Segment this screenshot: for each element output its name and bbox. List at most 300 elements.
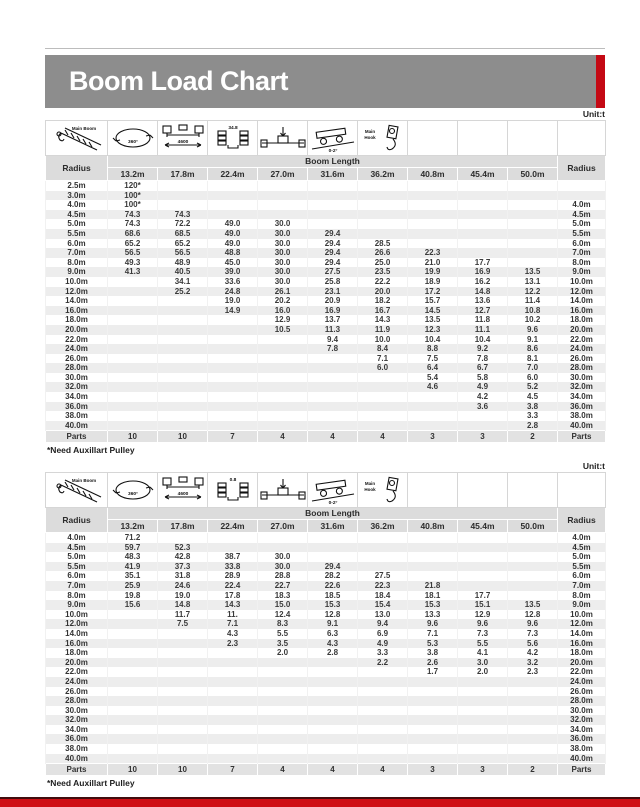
radius-header-right: Radius xyxy=(558,156,606,181)
load-value: 16.9 xyxy=(458,267,508,277)
radius-label-right: 40.0m xyxy=(558,754,606,764)
load-value: 49.0 xyxy=(208,239,258,249)
parts-value: 4 xyxy=(308,764,358,776)
load-value: 6.0 xyxy=(358,363,408,373)
load-value xyxy=(158,363,208,373)
load-value xyxy=(458,543,508,553)
load-value: 4.9 xyxy=(458,382,508,392)
load-value: 7.5 xyxy=(158,619,208,629)
radius-row xyxy=(46,629,606,639)
load-value xyxy=(308,706,358,716)
load-value: 19.8 xyxy=(108,591,158,601)
load-value xyxy=(458,210,508,220)
load-value: 7.3 xyxy=(458,629,508,639)
load-value xyxy=(458,734,508,744)
radius-row xyxy=(46,306,606,316)
load-value xyxy=(308,543,358,553)
radius-label-right: 38.0m xyxy=(558,744,606,754)
parts-label-left: Parts xyxy=(46,431,108,443)
load-value xyxy=(458,687,508,697)
load-value xyxy=(508,754,558,764)
radius-label-left: 36.0m xyxy=(46,734,108,744)
load-value xyxy=(308,715,358,725)
load-value: 12.3 xyxy=(408,325,458,335)
load-value: 17.8 xyxy=(208,591,258,601)
load-value: 28.8 xyxy=(258,571,308,581)
travel-gradient-icon xyxy=(308,475,357,505)
load-value xyxy=(308,734,358,744)
load-value xyxy=(158,392,208,402)
radius-label-right: 34.0m xyxy=(558,725,606,735)
radius-row xyxy=(46,421,606,431)
load-value xyxy=(158,677,208,687)
radius-row xyxy=(46,754,606,764)
load-value: 13.5 xyxy=(408,315,458,325)
load-value xyxy=(208,725,258,735)
radius-label-left: 26.0m xyxy=(46,354,108,364)
radius-label-left: 10.0m xyxy=(46,610,108,620)
radius-label-right: 30.0m xyxy=(558,706,606,716)
load-value xyxy=(308,667,358,677)
radius-label-right: 36.0m xyxy=(558,402,606,412)
boom-length-column: 40.8m xyxy=(408,520,458,533)
main-boom-icon-cell xyxy=(46,121,108,156)
load-value xyxy=(208,344,258,354)
load-value: 19.9 xyxy=(408,267,458,277)
load-value xyxy=(408,571,458,581)
load-value: 7.5 xyxy=(408,354,458,364)
radius-row xyxy=(46,543,606,553)
load-value xyxy=(208,754,258,764)
load-value xyxy=(158,181,208,191)
load-value xyxy=(158,402,208,412)
load-value xyxy=(158,306,208,316)
load-value: 29.4 xyxy=(308,562,358,572)
load-value: 74.3 xyxy=(108,219,158,229)
radius-label-left: 9.0m xyxy=(46,267,108,277)
load-value xyxy=(308,696,358,706)
load-value: 22.4 xyxy=(208,581,258,591)
svg-text:Main Boom: Main Boom xyxy=(71,126,96,131)
load-value: 16.0 xyxy=(258,306,308,316)
radius-row xyxy=(46,219,606,229)
radius-label-right: 4.0m xyxy=(558,200,606,210)
load-value xyxy=(208,382,258,392)
boom-length-column: 50.0m xyxy=(508,168,558,181)
load-value: 4.1 xyxy=(458,648,508,658)
load-value xyxy=(408,562,458,572)
load-value: 24.8 xyxy=(208,287,258,297)
load-value: 18.4 xyxy=(358,591,408,601)
parts-value: 2 xyxy=(508,764,558,776)
parts-row xyxy=(46,764,606,776)
radius-row xyxy=(46,734,606,744)
radius-label-right: 30.0m xyxy=(558,373,606,383)
page-title: Boom Load Chart xyxy=(69,66,288,96)
radius-label-right: 5.5m xyxy=(558,562,606,572)
load-value xyxy=(208,363,258,373)
load-value xyxy=(408,200,458,210)
load-value xyxy=(458,421,508,431)
load-value: 3.0 xyxy=(458,658,508,668)
load-value xyxy=(358,229,408,239)
load-value xyxy=(158,687,208,697)
load-value: 7.1 xyxy=(208,619,258,629)
load-value: 72.2 xyxy=(158,219,208,229)
parts-label-right: Parts xyxy=(558,764,606,776)
radius-label-left: 6.0m xyxy=(46,571,108,581)
load-value: 65.2 xyxy=(108,239,158,249)
load-value: 29.4 xyxy=(308,258,358,268)
load-value xyxy=(258,402,308,412)
header-row xyxy=(46,508,606,520)
load-value xyxy=(158,725,208,735)
load-value: 13.5 xyxy=(508,600,558,610)
load-value: 74.3 xyxy=(108,210,158,220)
axle-load-icon xyxy=(258,123,307,153)
load-value xyxy=(158,421,208,431)
load-value xyxy=(258,706,308,716)
load-value: 5.5 xyxy=(258,629,308,639)
load-value xyxy=(108,325,158,335)
load-chart-table xyxy=(45,120,606,443)
load-value: 28.9 xyxy=(208,571,258,581)
load-value xyxy=(508,581,558,591)
radius-label-left: 18.0m xyxy=(46,315,108,325)
load-value: 41.9 xyxy=(108,562,158,572)
boom-length-column: 36.2m xyxy=(358,520,408,533)
parts-row xyxy=(46,431,606,443)
radius-label-right: 14.0m xyxy=(558,296,606,306)
load-value xyxy=(358,667,408,677)
radius-label-right: 6.0m xyxy=(558,239,606,249)
load-value: 2.8 xyxy=(308,648,358,658)
load-value xyxy=(458,191,508,201)
load-value: 22.2 xyxy=(358,277,408,287)
load-value: 35.1 xyxy=(108,571,158,581)
load-value xyxy=(308,210,358,220)
load-value xyxy=(458,696,508,706)
load-value: 25.0 xyxy=(358,258,408,268)
load-value: 11.7 xyxy=(158,610,208,620)
load-value xyxy=(258,715,308,725)
boom-length-column: 27.0m xyxy=(258,520,308,533)
load-value xyxy=(508,571,558,581)
load-value xyxy=(208,392,258,402)
load-value: 18.9 xyxy=(408,277,458,287)
radius-label-right: 38.0m xyxy=(558,411,606,421)
load-value xyxy=(308,533,358,543)
radius-row xyxy=(46,373,606,383)
load-value xyxy=(408,219,458,229)
load-value xyxy=(458,248,508,258)
load-value xyxy=(508,706,558,716)
load-value: 19.0 xyxy=(208,296,258,306)
load-value: 18.1 xyxy=(408,591,458,601)
radius-label-left: 5.0m xyxy=(46,219,108,229)
radius-label-right: 4.5m xyxy=(558,543,606,553)
load-value: 30.0 xyxy=(258,248,308,258)
load-value: 40.5 xyxy=(158,267,208,277)
load-value xyxy=(408,392,458,402)
radius-row xyxy=(46,181,606,191)
load-value: 26.6 xyxy=(358,248,408,258)
load-value: 29.4 xyxy=(308,229,358,239)
load-value xyxy=(508,687,558,697)
load-value xyxy=(158,648,208,658)
load-value: 30.0 xyxy=(258,552,308,562)
load-value xyxy=(258,210,308,220)
counterweight-icon xyxy=(208,475,257,505)
load-value xyxy=(108,725,158,735)
radius-label-left: 22.0m xyxy=(46,667,108,677)
load-value xyxy=(358,382,408,392)
counterweight-icon-cell xyxy=(208,121,258,156)
load-value xyxy=(258,734,308,744)
radius-label-left: 7.0m xyxy=(46,248,108,258)
load-value xyxy=(208,677,258,687)
radius-row xyxy=(46,571,606,581)
load-value: 17.7 xyxy=(458,258,508,268)
load-value xyxy=(108,619,158,629)
load-value xyxy=(158,335,208,345)
load-value xyxy=(458,219,508,229)
load-value xyxy=(208,543,258,553)
load-value xyxy=(258,543,308,553)
radius-header-left: Radius xyxy=(46,156,108,181)
load-value: 9.4 xyxy=(358,619,408,629)
load-value xyxy=(208,421,258,431)
load-value xyxy=(208,335,258,345)
load-value: 29.4 xyxy=(308,239,358,249)
radius-label-left: 10.0m xyxy=(46,277,108,287)
radius-row xyxy=(46,533,606,543)
load-value: 20.2 xyxy=(258,296,308,306)
boom-length-header: Boom Length xyxy=(108,508,558,520)
load-value: 3.3 xyxy=(358,648,408,658)
load-value xyxy=(208,734,258,744)
load-value xyxy=(108,373,158,383)
load-value: 56.5 xyxy=(108,248,158,258)
load-value: 30.0 xyxy=(258,277,308,287)
swing-360-icon xyxy=(108,475,157,505)
radius-label-right: 26.0m xyxy=(558,354,606,364)
load-value: 5.2 xyxy=(508,382,558,392)
radius-label-right: 10.0m xyxy=(558,277,606,287)
load-value: 17.7 xyxy=(458,591,508,601)
outrigger-extension-icon xyxy=(158,123,207,153)
load-value xyxy=(458,744,508,754)
radius-row xyxy=(46,411,606,421)
load-value xyxy=(458,754,508,764)
load-value xyxy=(108,629,158,639)
load-value xyxy=(108,677,158,687)
load-value xyxy=(508,210,558,220)
load-value: 5.6 xyxy=(508,639,558,649)
radius-label-right: 5.0m xyxy=(558,219,606,229)
load-value xyxy=(258,363,308,373)
load-value: 12.8 xyxy=(308,610,358,620)
radius-label-right: 10.0m xyxy=(558,610,606,620)
load-value: 13.5 xyxy=(508,267,558,277)
load-value xyxy=(408,677,458,687)
load-value xyxy=(108,754,158,764)
parts-value: 3 xyxy=(458,431,508,443)
radius-label-right: 36.0m xyxy=(558,734,606,744)
load-value xyxy=(358,191,408,201)
load-value: 31.8 xyxy=(158,571,208,581)
radius-row xyxy=(46,277,606,287)
radius-row xyxy=(46,229,606,239)
travel-gradient-icon-cell xyxy=(308,121,358,156)
load-value: 3.8 xyxy=(408,648,458,658)
load-value: 12.9 xyxy=(458,610,508,620)
load-value: 28.2 xyxy=(308,571,358,581)
radius-label-right: 32.0m xyxy=(558,715,606,725)
load-value xyxy=(258,181,308,191)
radius-label-left: 16.0m xyxy=(46,306,108,316)
load-value xyxy=(358,562,408,572)
load-value xyxy=(508,562,558,572)
radius-label-left: 20.0m xyxy=(46,658,108,668)
load-value xyxy=(258,687,308,697)
load-value: 5.4 xyxy=(408,373,458,383)
load-value xyxy=(108,382,158,392)
load-value xyxy=(158,715,208,725)
load-value xyxy=(258,754,308,764)
load-value xyxy=(108,734,158,744)
counterweight-icon xyxy=(208,123,257,153)
radius-label-left: 12.0m xyxy=(46,619,108,629)
load-value: 6.0 xyxy=(508,373,558,383)
radius-label-left: 12.0m xyxy=(46,287,108,297)
load-value: 16.2 xyxy=(458,277,508,287)
radius-label-left: 3.0m xyxy=(46,191,108,201)
load-value: 14.3 xyxy=(208,600,258,610)
load-value: 9.6 xyxy=(508,619,558,629)
radius-label-right: 12.0m xyxy=(558,619,606,629)
load-value: 39.0 xyxy=(208,267,258,277)
load-value: 11.9 xyxy=(358,325,408,335)
load-value xyxy=(158,658,208,668)
load-value: 7.3 xyxy=(508,629,558,639)
radius-label-left: 8.0m xyxy=(46,591,108,601)
parts-value: 3 xyxy=(408,431,458,443)
load-value: 5.8 xyxy=(458,373,508,383)
load-value xyxy=(208,191,258,201)
load-value: 8.1 xyxy=(508,354,558,364)
load-value: 14.8 xyxy=(458,287,508,297)
radius-row xyxy=(46,287,606,297)
radius-label-right: 22.0m xyxy=(558,667,606,677)
load-value xyxy=(158,696,208,706)
load-value xyxy=(508,200,558,210)
load-value: 48.8 xyxy=(208,248,258,258)
load-value: 68.5 xyxy=(158,229,208,239)
radius-row xyxy=(46,344,606,354)
load-value: 48.9 xyxy=(158,258,208,268)
icon-row xyxy=(46,121,606,156)
radius-label-right xyxy=(558,191,606,201)
load-value: 8.8 xyxy=(408,344,458,354)
radius-label-right: 7.0m xyxy=(558,581,606,591)
load-value: 22.3 xyxy=(408,248,458,258)
radius-label-right: 34.0m xyxy=(558,392,606,402)
radius-label-left: 26.0m xyxy=(46,687,108,697)
svg-text:0.8: 0.8 xyxy=(229,478,237,483)
load-value: 56.5 xyxy=(158,248,208,258)
load-value xyxy=(258,191,308,201)
load-value xyxy=(308,754,358,764)
load-value xyxy=(208,411,258,421)
radius-label-left: 38.0m xyxy=(46,744,108,754)
radius-label-left: 32.0m xyxy=(46,382,108,392)
load-value xyxy=(458,239,508,249)
load-value xyxy=(358,533,408,543)
radius-label-left: 18.0m xyxy=(46,648,108,658)
boom-length-column: 31.6m xyxy=(308,520,358,533)
red-accent-bar xyxy=(596,55,605,108)
radius-label-right: 18.0m xyxy=(558,648,606,658)
load-value: 25.9 xyxy=(108,581,158,591)
load-chart-section-1 xyxy=(45,109,605,455)
load-value: 11.1 xyxy=(458,325,508,335)
empty-icon-cell xyxy=(458,473,508,508)
load-value xyxy=(308,411,358,421)
load-value: 10.8 xyxy=(508,306,558,316)
radius-label-left: 8.0m xyxy=(46,258,108,268)
radius-label-left: 5.0m xyxy=(46,552,108,562)
load-value: 16.9 xyxy=(308,306,358,316)
load-value xyxy=(408,411,458,421)
load-value xyxy=(508,715,558,725)
load-value xyxy=(158,754,208,764)
load-value xyxy=(158,639,208,649)
load-value: 38.7 xyxy=(208,552,258,562)
load-value xyxy=(458,552,508,562)
radius-label-left: 16.0m xyxy=(46,639,108,649)
load-value: 9.1 xyxy=(308,619,358,629)
load-value: 2.3 xyxy=(508,667,558,677)
load-value xyxy=(258,696,308,706)
radius-label-right: 4.0m xyxy=(558,533,606,543)
radius-row xyxy=(46,402,606,412)
load-value xyxy=(458,229,508,239)
swing-360-icon xyxy=(108,123,157,153)
axle-load-icon xyxy=(258,475,307,505)
load-value xyxy=(158,629,208,639)
load-value xyxy=(108,411,158,421)
unit-label: Unit:t xyxy=(582,461,605,471)
load-value xyxy=(508,552,558,562)
radius-row xyxy=(46,315,606,325)
load-value: 3.5 xyxy=(258,639,308,649)
load-value: 12.8 xyxy=(508,610,558,620)
load-value xyxy=(208,373,258,383)
load-value xyxy=(108,296,158,306)
load-value: 23.5 xyxy=(358,267,408,277)
radius-label-left: 5.5m xyxy=(46,229,108,239)
icon-row xyxy=(46,473,606,508)
radius-row xyxy=(46,744,606,754)
load-value: 68.6 xyxy=(108,229,158,239)
boom-length-column: 31.6m xyxy=(308,168,358,181)
main-hook-icon-cell xyxy=(358,473,408,508)
bottom-red-bar xyxy=(0,797,640,807)
radius-label-left: 5.5m xyxy=(46,562,108,572)
load-value: 4.3 xyxy=(308,639,358,649)
load-value xyxy=(108,667,158,677)
